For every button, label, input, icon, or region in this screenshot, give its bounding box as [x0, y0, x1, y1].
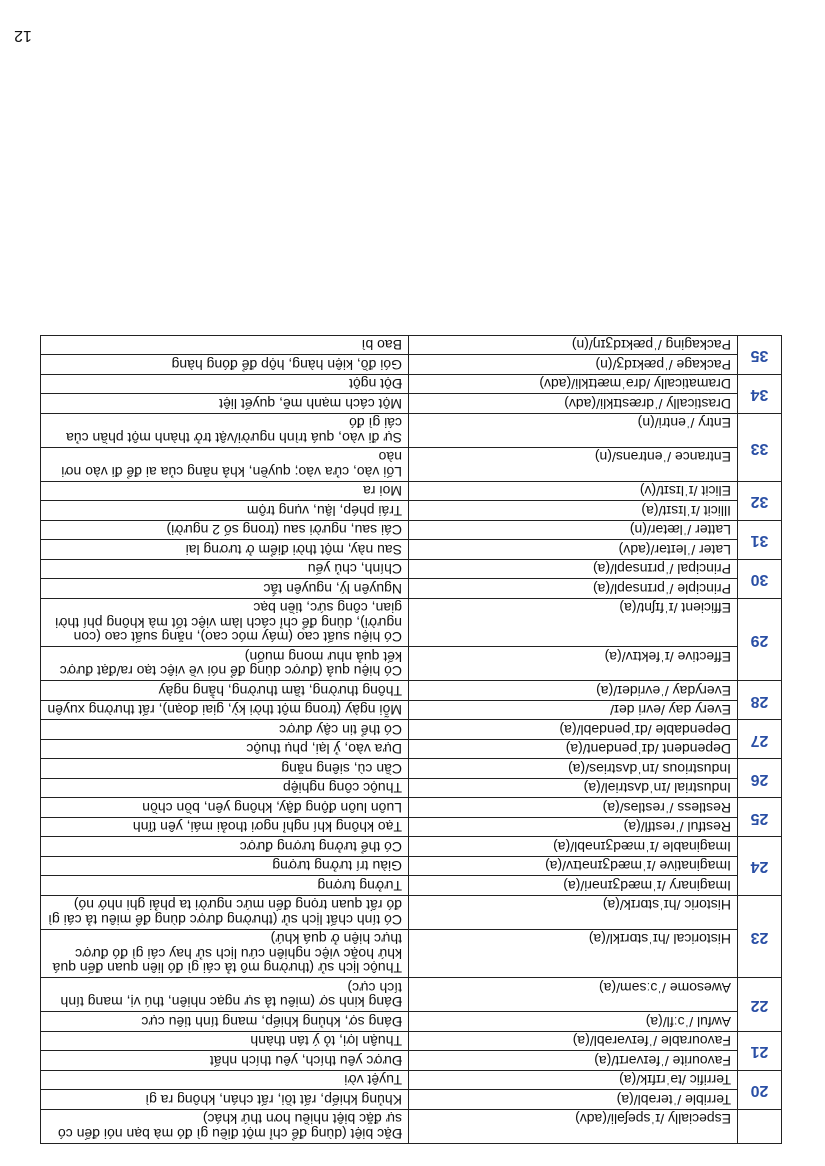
table-row: [41, 779, 782, 799]
word-cell: Dependent /dɪˈpendənt/(a): [409, 740, 738, 760]
word-cell: Effective /ɪˈfektɪv/(a): [409, 647, 738, 681]
word-cell: Imaginative /ɪˈmædʒɪnətɪv/(a): [409, 857, 738, 877]
word-cell: Historic /hɪˈstɒrɪk/(a): [409, 896, 738, 930]
meaning-cell: Cái sau, người sau (trong số 2 người): [41, 521, 409, 541]
entry-number: 28: [738, 681, 782, 720]
word-cell: Awful /ˈɔːfl/(a): [409, 1012, 738, 1032]
table-row: [41, 521, 782, 541]
meaning-cell: Có hiệu suất cao (máy móc cao), năng suất cao (con người), dùng để chỉ cách làm việc tốt mà không phí thời gian, công sức, tiền bạc: [41, 599, 409, 648]
word-cell: Imaginable /ɪˈmædʒɪnəbl/(a): [409, 837, 738, 857]
meaning-cell: Có tính chất lịch sử (thường được dùng để miêu tả cái gì đó rất quan trọng đến mức người ta phải ghi nhớ nó): [41, 896, 409, 930]
meaning-cell: Gói đồ, kiện hàng, hộp để đóng hàng: [41, 355, 409, 375]
word-cell: Dependable /dɪˈpendəbl/(a): [409, 720, 738, 740]
word-cell: Especially /ɪˈspeʃəli/(adv): [409, 1110, 738, 1144]
word-cell: Later /ˈleɪtər/(adv): [409, 540, 738, 560]
meaning-cell: Khủng khiếp, rất tồi, rất chán, không ra gì: [41, 1090, 409, 1110]
meaning-cell: Một cách mạnh mẽ, quyết liệt: [41, 394, 409, 414]
entry-number: [738, 1110, 782, 1144]
entry-number: 33: [738, 414, 782, 482]
meaning-cell: Tưởng tượng: [41, 876, 409, 896]
table-row: [41, 930, 782, 979]
meaning-cell: Dựa vào, ỷ lại, phụ thuộc: [41, 740, 409, 760]
entry-number: 32: [738, 482, 782, 521]
table-row: [41, 681, 782, 701]
table-row: [41, 1071, 782, 1091]
word-cell: Restful /ˈrestfl/(a): [409, 818, 738, 838]
entry-number: 21: [738, 1032, 782, 1071]
entry-number: 25: [738, 798, 782, 837]
meaning-cell: Đáng kinh sợ (miêu tả sự ngạc nhiên, thú vị, mang tính tích cực): [41, 978, 409, 1012]
entry-number: 31: [738, 521, 782, 560]
word-cell: Dramatically /drəˈmætɪkli/(adv): [409, 375, 738, 395]
entry-number: 23: [738, 896, 782, 979]
table-row: [41, 336, 782, 356]
table-row: [41, 798, 782, 818]
table-row: [41, 540, 782, 560]
word-cell: Industrious /ɪnˈdʌstriəs/(a): [409, 759, 738, 779]
word-cell: Drastically /ˈdræstɪkli/(adv): [409, 394, 738, 414]
meaning-cell: Trái phép, lậu, vụng trộm: [41, 501, 409, 521]
vocabulary-table: [40, 335, 782, 1144]
meaning-cell: Nguyên lý, nguyên tắc: [41, 579, 409, 599]
table-row: [41, 759, 782, 779]
table-row: [41, 1090, 782, 1110]
meaning-cell: Đặc biệt (dùng để chỉ một điều gì đó mà bạn nói đến có sự đặc biệt nhiều hơn thứ khác): [41, 1110, 409, 1144]
table-row: [41, 355, 782, 375]
entry-number: 27: [738, 720, 782, 759]
table-row: [41, 448, 782, 482]
entry-number: 35: [738, 336, 782, 375]
word-cell: Latter /ˈlætər/(n): [409, 521, 738, 541]
table-row: [41, 394, 782, 414]
entry-number: 22: [738, 978, 782, 1032]
meaning-cell: Sự đi vào, quá trình người/vật trở thành một phần của cái gì đó: [41, 414, 409, 448]
table-row: [41, 1110, 782, 1144]
word-cell: Efficient /ɪˈfɪʃnt/(a): [409, 599, 738, 648]
meaning-cell: Đột ngột: [41, 375, 409, 395]
word-cell: Elicit /ɪˈlɪsɪt/(v): [409, 482, 738, 502]
meaning-cell: Lối vào, cửa vào; quyền, khả năng của ai để đi vào nơi nào: [41, 448, 409, 482]
table-row: [41, 701, 782, 721]
table-row: [41, 1051, 782, 1071]
meaning-cell: Thuộc công nghiệp: [41, 779, 409, 799]
table-row: [41, 740, 782, 760]
meaning-cell: Thuận lợi, tỏ ý tán thành: [41, 1032, 409, 1052]
table-row: [41, 599, 782, 648]
word-cell: Principal /ˈprɪnsəpl/(a): [409, 560, 738, 580]
word-cell: Everyday /ˈevrideɪ/(a): [409, 681, 738, 701]
entry-number: 26: [738, 759, 782, 798]
word-cell: Entry /ˈentri/(n): [409, 414, 738, 448]
word-cell: Terrible /ˈterəbl/(a): [409, 1090, 738, 1110]
meaning-cell: Tạo không khí nghỉ ngơi thoải mái, yên tĩnh: [41, 818, 409, 838]
table-row: [41, 837, 782, 857]
meaning-cell: Tuyệt vời: [41, 1071, 409, 1091]
page-number: 12: [14, 27, 32, 44]
word-cell: Favourite /ˈfeɪvərɪt/(a): [409, 1051, 738, 1071]
entry-number: 34: [738, 375, 782, 414]
table-row: [41, 978, 782, 1012]
word-cell: Packaging /ˈpækɪdʒɪŋ/(n): [409, 336, 738, 356]
table-row: [41, 818, 782, 838]
meaning-cell: Luôn luôn động đậy, không yên, bồn chồn: [41, 798, 409, 818]
entry-number: 29: [738, 599, 782, 682]
meaning-cell: Cần cù, siêng năng: [41, 759, 409, 779]
table-row: [41, 560, 782, 580]
table-row: [41, 1012, 782, 1032]
word-cell: Historical /hɪˈstɒrɪkl/(a): [409, 930, 738, 979]
word-cell: Every day /evri deɪ/: [409, 701, 738, 721]
meaning-cell: Có thể tin cậy được: [41, 720, 409, 740]
word-cell: Awesome /ˈɔːsəm/(a): [409, 978, 738, 1012]
table-row: [41, 876, 782, 896]
entry-number: 24: [738, 837, 782, 896]
meaning-cell: Được yêu thích, yêu thích nhất: [41, 1051, 409, 1071]
table-row: [41, 720, 782, 740]
meaning-cell: Thông thường, tầm thường, hằng ngày: [41, 681, 409, 701]
table-row: [41, 579, 782, 599]
table-row: [41, 375, 782, 395]
word-cell: Imaginary /ɪˈmædʒɪnəri/(a): [409, 876, 738, 896]
meaning-cell: Chính, chủ yếu: [41, 560, 409, 580]
entry-number: 20: [738, 1071, 782, 1110]
word-cell: Package /ˈpækɪdʒ/(n): [409, 355, 738, 375]
word-cell: Principle /ˈprɪnsəpl/(a): [409, 579, 738, 599]
meaning-cell: Giàu trí tưởng tượng: [41, 857, 409, 877]
meaning-cell: Sau này, một thời điểm ở tương lai: [41, 540, 409, 560]
word-cell: Industrial /ɪnˈdʌstriəl/(a): [409, 779, 738, 799]
entry-number: 30: [738, 560, 782, 599]
meaning-cell: Bao bì: [41, 336, 409, 356]
meaning-cell: Thuộc lịch sử (thường mô tả cái gì đó liên quan đến quá khứ hoặc việc nghiên cứu lịch sử hay cái gì đó được thực hiện ở quá khứ): [41, 930, 409, 979]
table-row: [41, 482, 782, 502]
word-cell: Illicit /ɪˈlɪsɪt/(a): [409, 501, 738, 521]
meaning-cell: Có thể tưởng tượng được: [41, 837, 409, 857]
word-cell: Entrance /ˈentrəns/(n): [409, 448, 738, 482]
table-row: [41, 1032, 782, 1052]
meaning-cell: Mỗi ngày (trong một thời kỳ, giai đoạn), rất thường xuyên: [41, 701, 409, 721]
word-cell: Restless /ˈrestləs/(a): [409, 798, 738, 818]
word-cell: Favourable /ˈfeɪvərəbl/(a): [409, 1032, 738, 1052]
table-row: [41, 501, 782, 521]
meaning-cell: Moi ra: [41, 482, 409, 502]
table-row: [41, 647, 782, 681]
meaning-cell: Đáng sợ, khủng khiếp, mang tính tiêu cực: [41, 1012, 409, 1032]
meaning-cell: Có hiệu quả (được dùng để nói về việc tạo ra/đạt được kết quả như mong muốn): [41, 647, 409, 681]
table-row: [41, 414, 782, 448]
word-cell: Terrific /təˈrɪfɪk/(a): [409, 1071, 738, 1091]
vocabulary-table-body: [41, 336, 782, 1144]
table-row: [41, 857, 782, 877]
table-row: [41, 896, 782, 930]
